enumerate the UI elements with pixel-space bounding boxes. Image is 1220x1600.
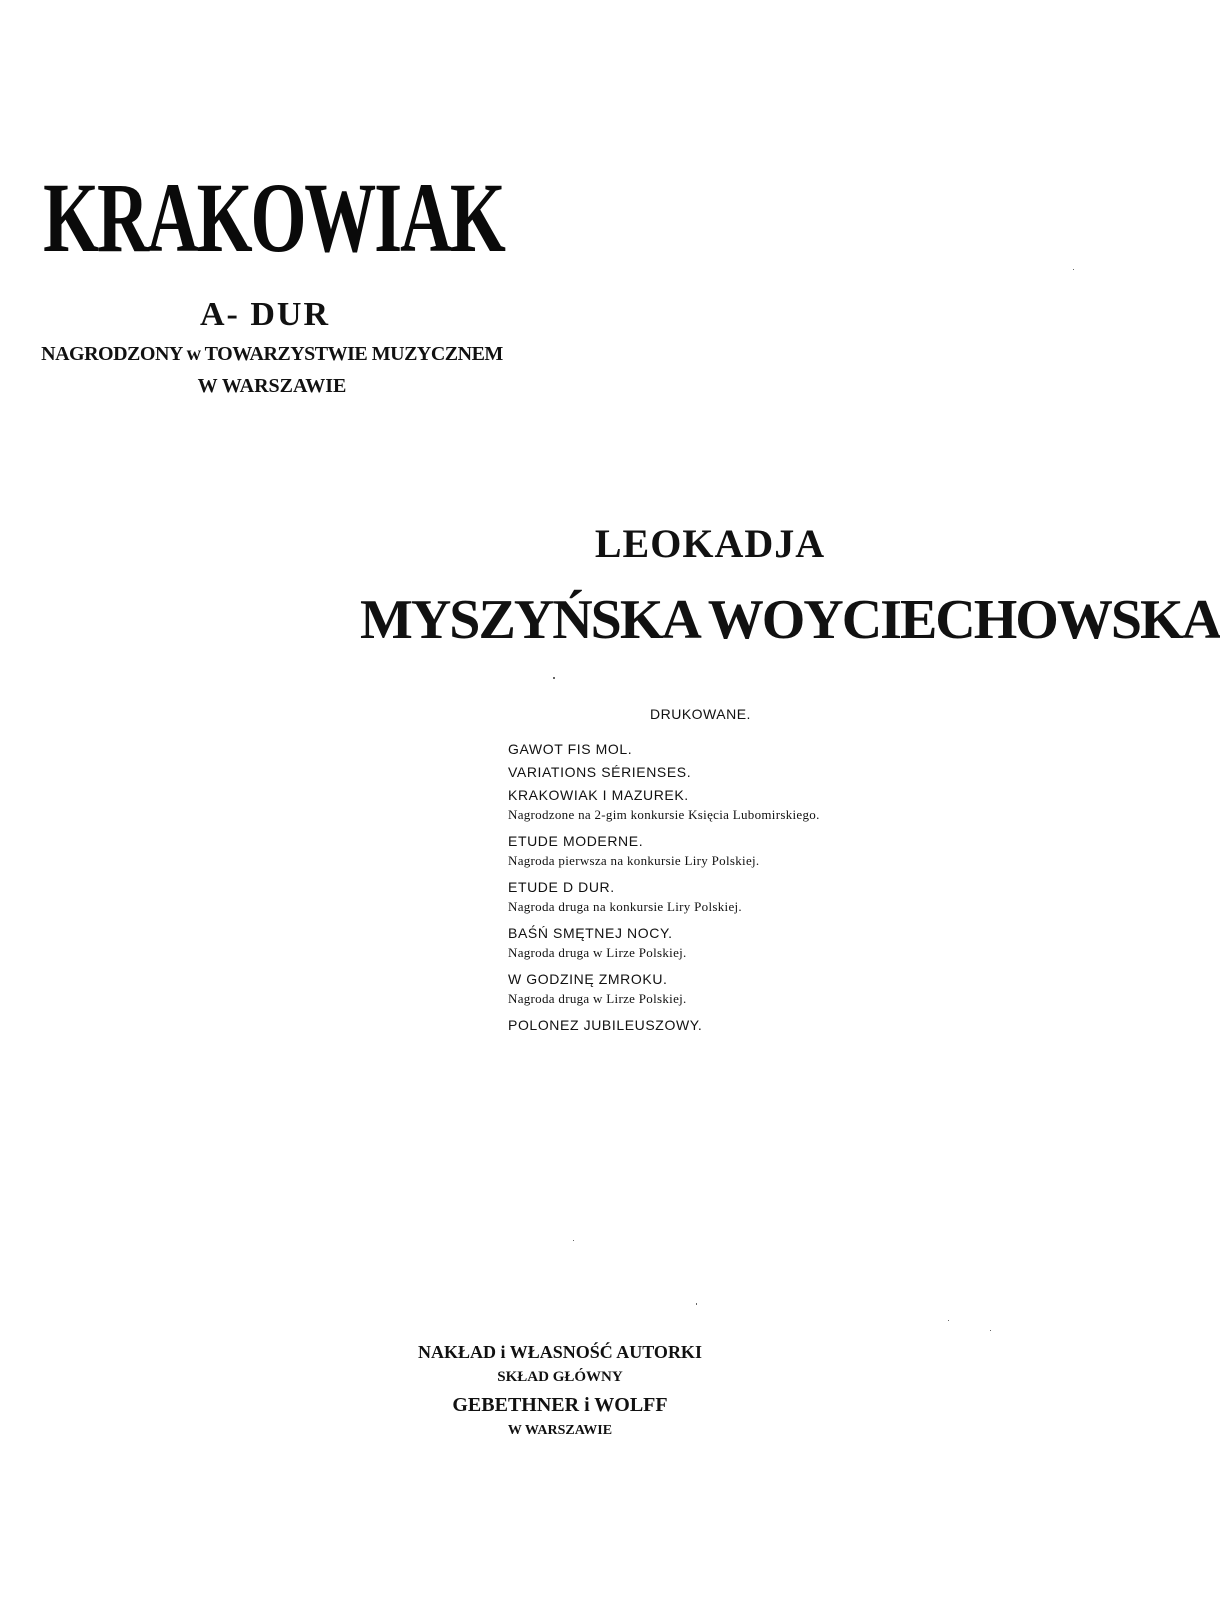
work-item xyxy=(508,876,988,918)
work-note: Nagrodzone na 2-gim konkursie Księcia Lubomirskiego. xyxy=(508,807,820,822)
work-item xyxy=(508,968,988,1010)
work-item xyxy=(508,922,988,964)
scan-speck xyxy=(573,1240,574,1241)
award-line: NAGRODZONY w TOWARZYSTWIE MUZYCZNEM xyxy=(41,343,503,365)
works-heading: DRUKOWANE. xyxy=(650,706,751,722)
work-item xyxy=(508,738,988,761)
work-title: KRAKOWIAK I MAZUREK. xyxy=(508,787,689,803)
work-note: Nagroda druga w Lirze Polskiej. xyxy=(508,991,687,1006)
author-first-name: LEOKADJA xyxy=(594,521,826,566)
scan-speck xyxy=(553,677,555,679)
work-title: ETUDE D DUR. xyxy=(508,879,615,895)
work-note: Nagroda druga w Lirze Polskiej. xyxy=(508,945,687,960)
work-item xyxy=(508,784,988,826)
author-last-name: MYSZYŃSKA WOYCIECHOWSKA xyxy=(360,589,1220,651)
work-title: BAŚŃ SMĘTNEJ NOCY. xyxy=(508,925,673,941)
work-item xyxy=(508,830,988,872)
work-note: Nagroda pierwsza na konkursie Liry Polskiej. xyxy=(508,853,760,868)
work-item xyxy=(508,1014,988,1037)
work-note: Nagroda druga na konkursie Liry Polskiej. xyxy=(508,899,742,914)
work-title: GAWOT FIS MOL. xyxy=(508,741,633,757)
work-title: ETUDE MODERNE. xyxy=(508,833,644,849)
award-city: W WARSZAWIE xyxy=(197,375,347,397)
publisher-ownership: NAKŁAD i WŁASNOŚĆ AUTORKI xyxy=(418,1342,702,1362)
works-list xyxy=(508,738,988,1037)
work-title: VARIATIONS SÉRIENSES. xyxy=(508,764,692,780)
piece-key: A- DUR xyxy=(199,296,331,333)
publisher-depot-label: SKŁAD GŁÓWNY xyxy=(497,1369,623,1385)
scan-speck xyxy=(990,1330,991,1331)
scan-speck xyxy=(696,1303,697,1305)
publisher-city: W WARSZAWIE xyxy=(507,1423,613,1438)
scan-speck xyxy=(948,1320,949,1321)
work-item xyxy=(508,761,988,784)
piece-title: KRAKOWIAK xyxy=(43,162,504,273)
publisher-name: GEBETHNER i WOLFF xyxy=(452,1394,668,1416)
scan-speck xyxy=(1073,269,1074,270)
work-title: POLONEZ JUBILEUSZOWY. xyxy=(508,1017,703,1033)
work-title: W GODZINĘ ZMROKU. xyxy=(508,971,668,987)
publisher-block xyxy=(330,1340,790,1442)
